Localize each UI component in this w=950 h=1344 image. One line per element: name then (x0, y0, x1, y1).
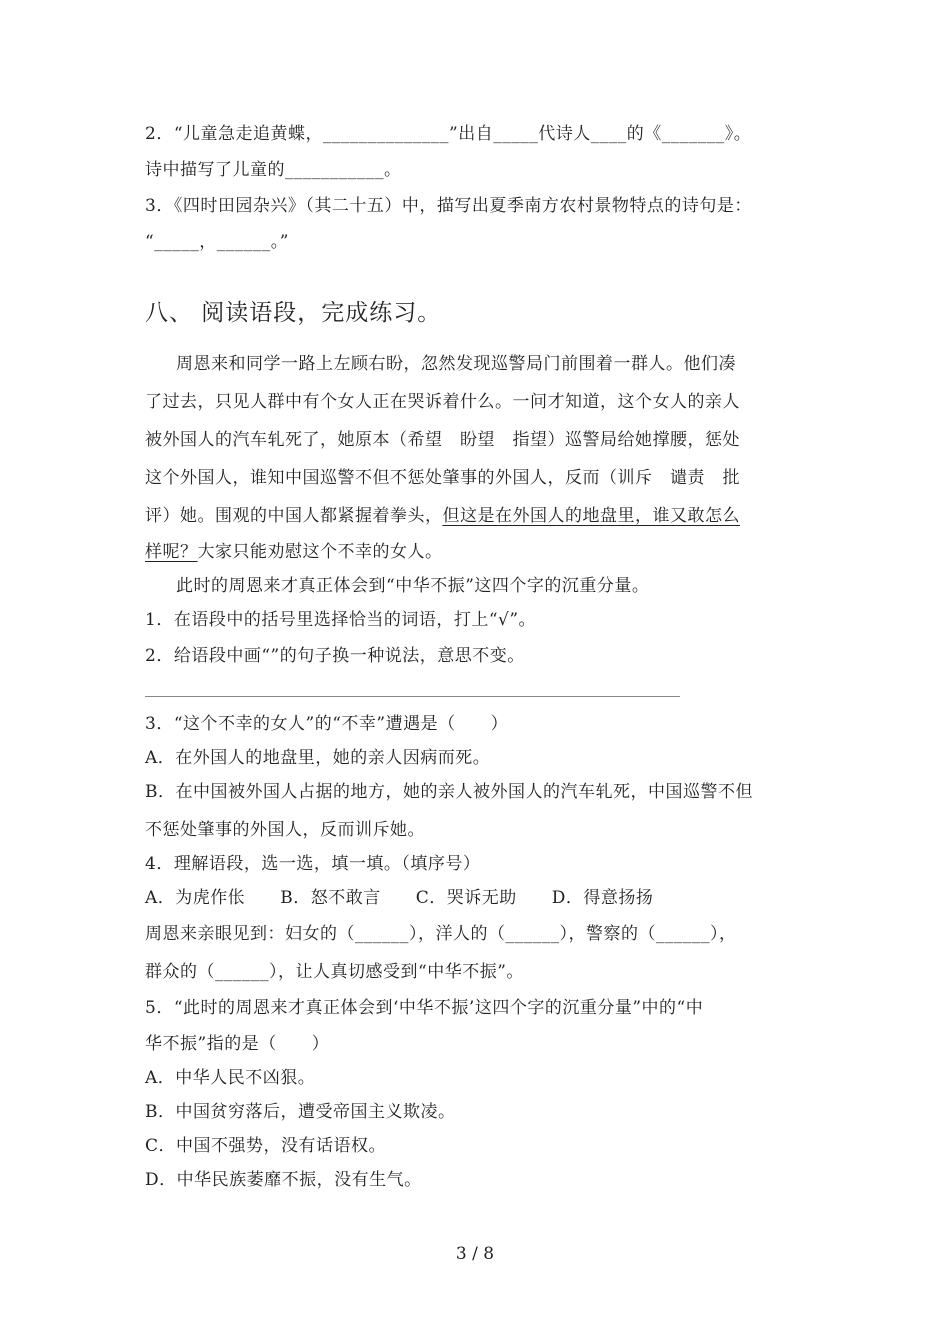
question-3-option-a: A．在外国人的地盘里，她的亲人因病而死。 (145, 748, 491, 768)
question-3-option-b-line2: 不惩处肇事的外国人，反而训斥她。 (145, 820, 425, 840)
question-5-option-c: C．中国不强势，没有话语权。 (145, 1136, 387, 1156)
passage-line-6 (145, 540, 443, 564)
underlined-sentence-part-1: 但这是在外国人的地盘里，谁又敢怎么 (442, 506, 740, 526)
question-5-option-b: B．中国贫穷落后，遭受帝国主义欺凌。 (145, 1102, 456, 1122)
question-5-option-a: A．中华人民不凶狠。 (145, 1068, 316, 1088)
poem-question-3-line2: “_____，______。” (145, 232, 289, 252)
passage-line-1: 周恩来和同学一路上左顾右盼，忽然发现巡警局门前围着一群人。他们凑 (176, 354, 736, 374)
passage-line-7: 此时的周恩来才真正体会到“中华不振”这四个字的沉重分量。 (176, 576, 650, 596)
poem-question-2-line2: 诗中描写了儿童的___________。 (145, 160, 402, 180)
passage-line-4: 这个外国人，谁知中国巡警不但不惩处肇事的外国人，反而（训斥 谴责 批 (145, 468, 740, 488)
question-2: 2．给语段中画“”的句子换一种说法，意思不变。 (145, 646, 525, 666)
passage-line-3: 被外国人的汽车轧死了，她原本（希望 盼望 指望）巡警局给她撑腰，惩处 (145, 430, 740, 450)
poem-question-3-line1: 3．《四时田园杂兴》（其二十五）中，描写出夏季南方农村景物特点的诗句是： (145, 196, 752, 216)
passage-line-2: 了过去，只见人群中有个女人正在哭诉着什么。一问才知道，这个女人的亲人 (145, 392, 740, 412)
question-4-fill-line2: 群众的（______），让人真切感受到“中华不振”。 (145, 962, 524, 982)
question-3: 3．“这个不幸的女人”的“不幸”遭遇是（ ） (145, 714, 509, 734)
question-4-fill-line1: 周恩来亲眼见到：妇女的（______），洋人的（______），警察的（______）， (145, 924, 737, 944)
question-5-line1: 5．“此时的周恩来才真正体会到‘中华不振’这四个字的沉重分量”中的“中 (145, 998, 704, 1018)
question-4: 4．理解语段，选一选，填一填。（填序号） (145, 854, 481, 874)
question-5-line2: 华不振”指的是（ ） (145, 1034, 330, 1054)
passage-line-5 (145, 504, 740, 528)
section-heading: 八、 阅读语段，完成练习。 (145, 300, 442, 326)
question-3-option-b-line1: B．在中国被外国人占据的地方，她的亲人被外国人的汽车轧死，中国巡警不但 (145, 782, 753, 802)
question-5-option-d: D．中华民族萎靡不振，没有生气。 (145, 1170, 422, 1190)
answer-line[interactable] (145, 696, 680, 697)
underlined-sentence-part-2: 样呢？ (145, 542, 198, 562)
passage-text: 大家只能劝慰这个不幸的女人。 (197, 542, 443, 562)
question-1: 1．在语段中的括号里选择恰当的词语，打上“√”。 (145, 610, 537, 630)
poem-question-2-line1: 2．“儿童急走追黄蝶，______________”出自_____代诗人____的《_______》。 (145, 124, 752, 144)
question-4-options: A．为虎作伥 B．怒不敢言 C．哭诉无助 D．得意扬扬 (145, 888, 654, 908)
passage-text: 评）她。围观的中国人都紧握着拳头， (145, 506, 443, 526)
page-number: 3 / 8 (455, 1244, 495, 1264)
